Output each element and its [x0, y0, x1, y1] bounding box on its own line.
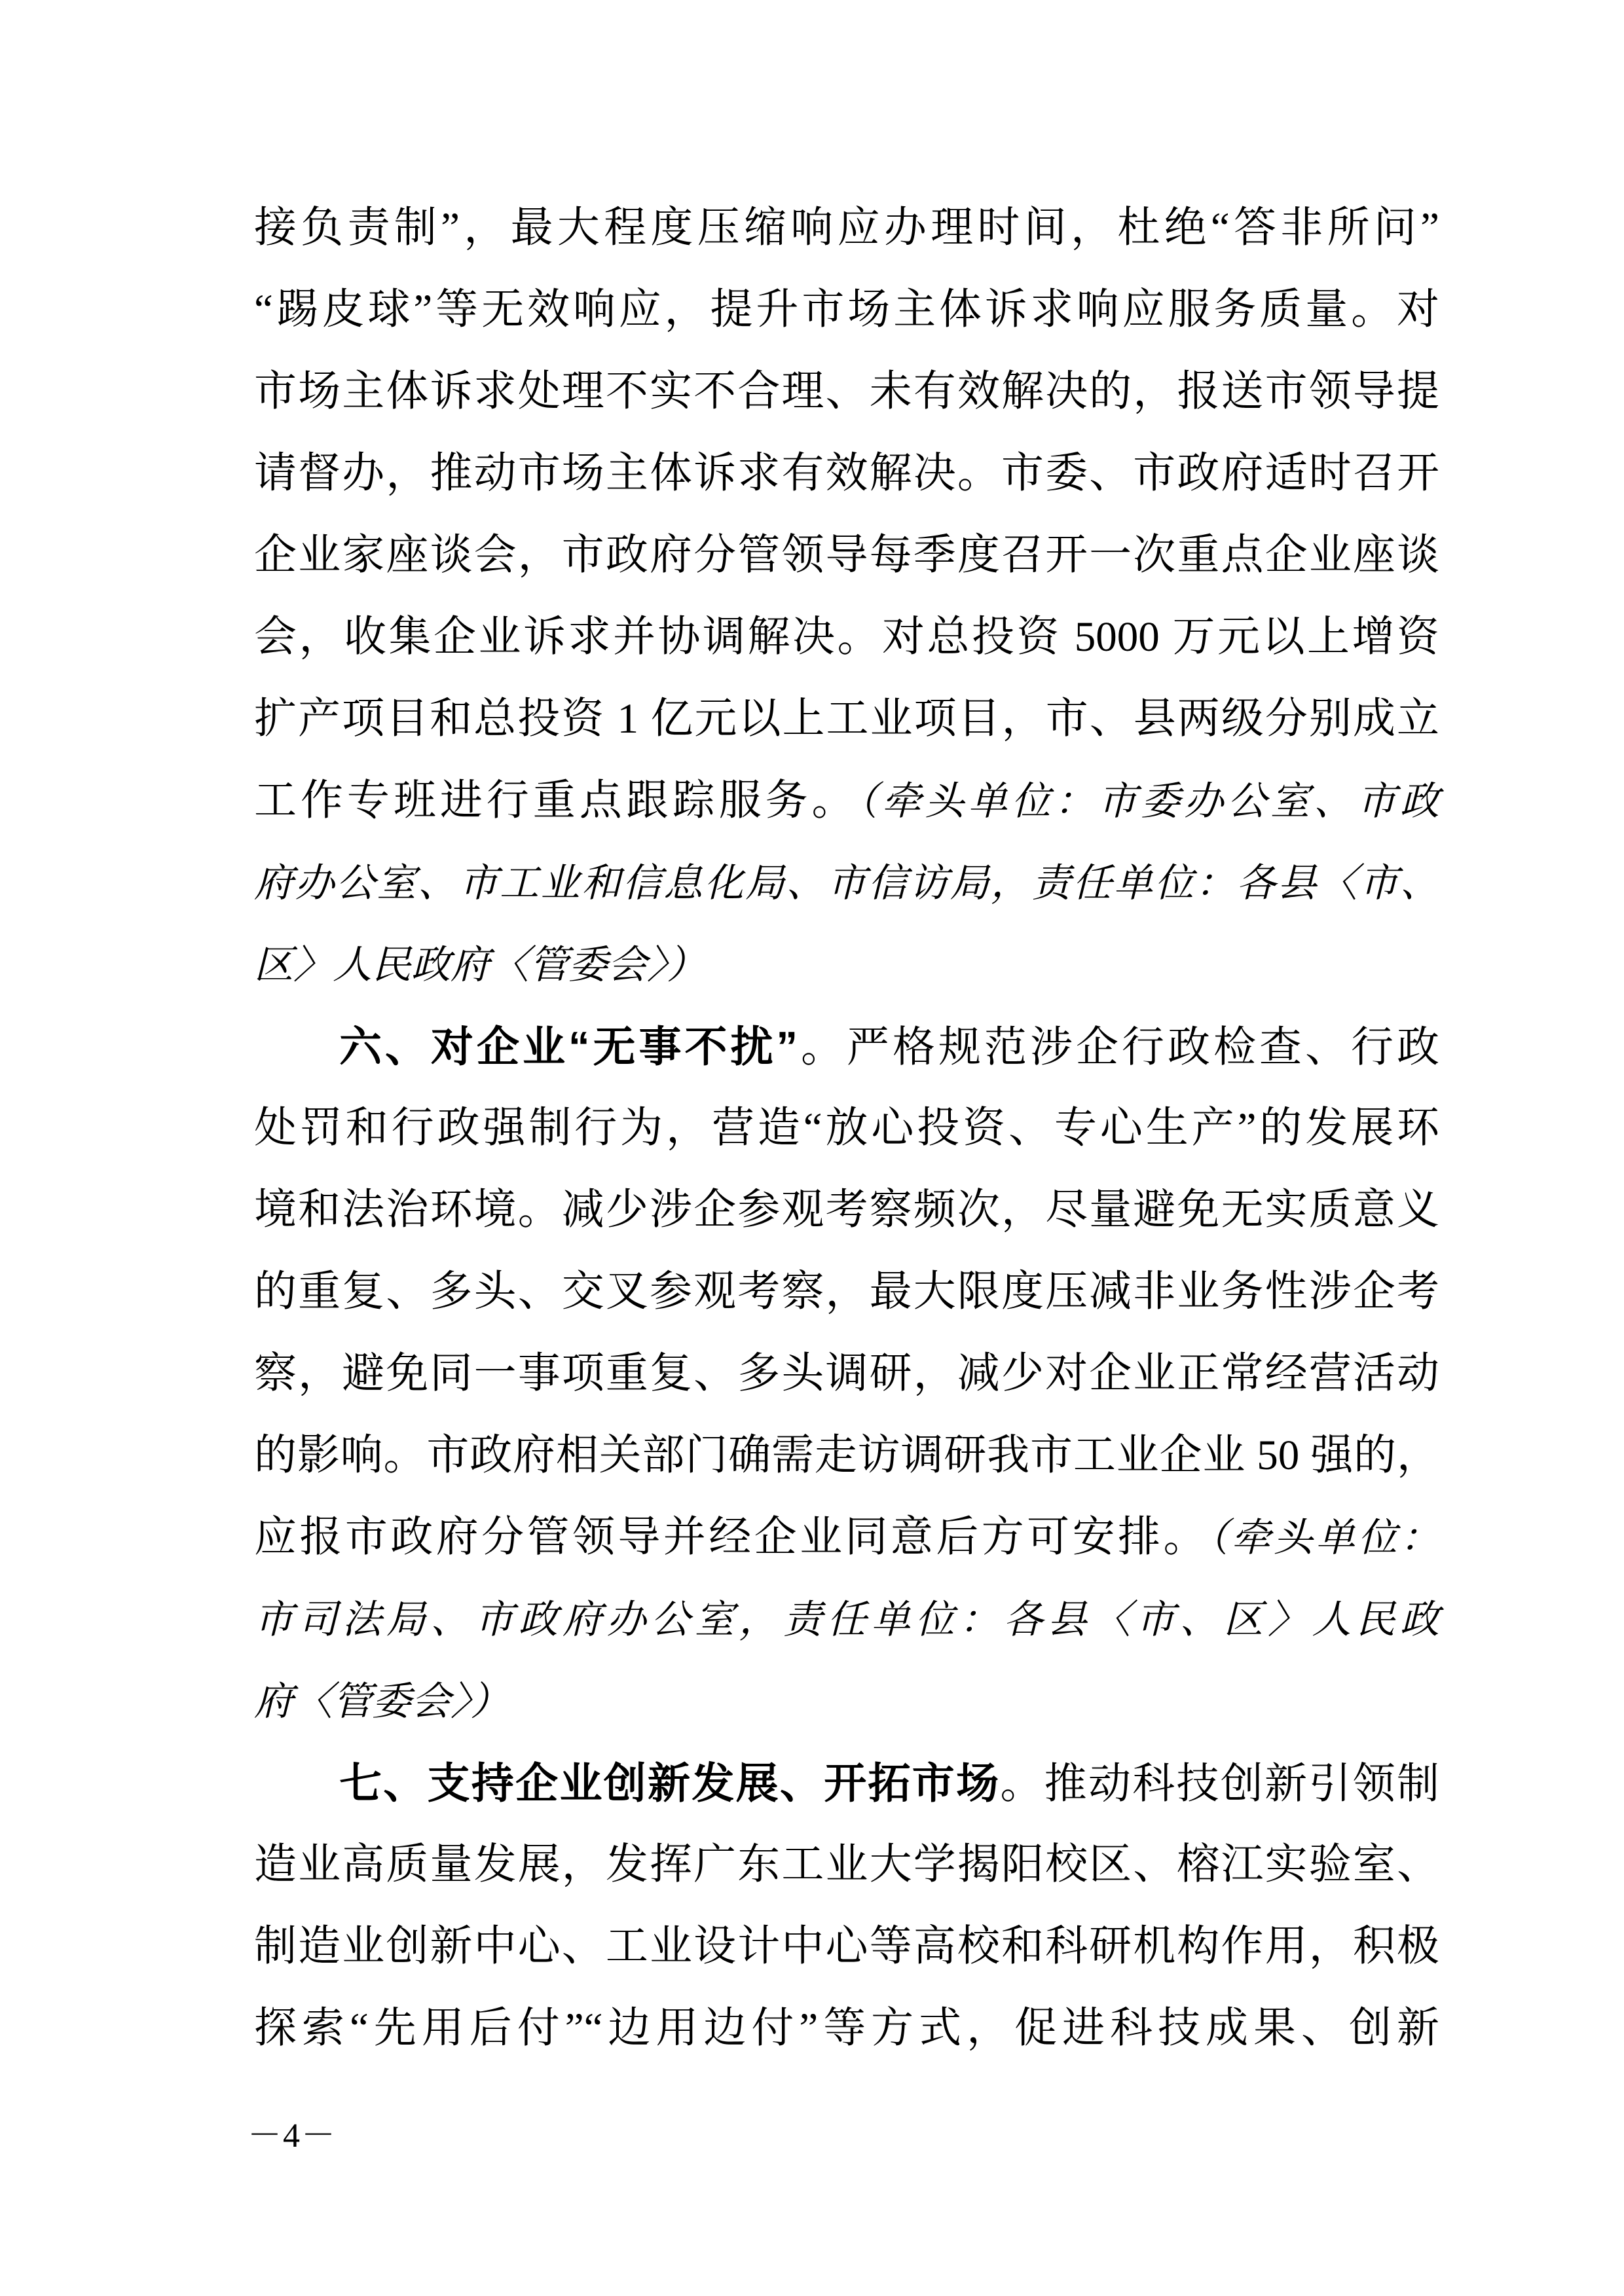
text-line — [254, 1251, 1439, 1333]
text-line — [254, 1006, 1439, 1087]
text-line — [254, 924, 1439, 1006]
body-text: 扩产项目和总投资 1 亿元以上工业项目，市、县两级分别成立 — [254, 695, 1439, 742]
heading-text: 七、支持企业创新发展、开拓市场 — [339, 1759, 1001, 1807]
body-text: 。严格规范涉企行政检查、行政 — [798, 1024, 1439, 1071]
text-line — [254, 596, 1439, 678]
text-line — [254, 678, 1439, 760]
body-text: 会，收集企业诉求并协调解决。对总投资 5000 万元以上增资 — [254, 613, 1439, 661]
text-line — [254, 269, 1439, 351]
body-text: 处罚和行政强制行为，营造“放心投资、专心生产”的发展环 — [254, 1104, 1439, 1152]
body-text: 境和法治环境。减少涉企参观考察频次，尽量避免无实质意义 — [254, 1186, 1439, 1233]
annotation-text: 市司法局、市政府办公室，责任单位：各县〈市、区〉人民政 — [254, 1598, 1439, 1641]
body-text: “踢皮球”等无效响应，提升市场主体诉求响应服务质量。对 — [254, 286, 1439, 333]
text-line — [254, 842, 1439, 924]
document-body — [254, 187, 1439, 2069]
annotation-text: 区〉人民政府〈管委会〉） — [254, 943, 706, 987]
text-line — [254, 1906, 1439, 1988]
text-line — [254, 515, 1439, 596]
body-text: 市场主体诉求处理不实不合理、未有效解决的，报送市领导提 — [254, 368, 1439, 415]
body-text: 的重复、多头、交叉参观考察，最大限度压减非业务性涉企考 — [254, 1268, 1439, 1315]
body-text: 工作专班进行重点跟踪服务。 — [254, 777, 858, 824]
page-number: －4－ — [248, 2117, 337, 2155]
annotation-text: （牵头单位： — [1208, 1516, 1439, 1559]
text-line — [254, 187, 1439, 269]
text-line — [254, 1578, 1439, 1660]
text-line — [254, 1169, 1439, 1251]
text-line — [254, 1824, 1439, 1906]
body-text: 应报市政府分管领导并经企业同意后方可安排。 — [254, 1514, 1209, 1561]
text-line — [254, 1497, 1439, 1578]
text-line — [254, 1988, 1439, 2069]
annotation-text: 府〈管委会〉） — [254, 1680, 509, 1723]
text-line — [254, 1742, 1439, 1824]
body-text: 探索“先用后付”“边用边付”等方式，促进科技成果、创新 — [254, 2005, 1439, 2052]
text-line — [254, 351, 1439, 433]
body-text: 企业家座谈会，市政府分管领导每季度召开一次重点企业座谈 — [254, 532, 1439, 579]
body-text: 。推动科技创新引领制 — [1000, 1760, 1439, 1808]
body-text: 察，避免同一事项重复、多头调研，减少对企业正常经营活动 — [254, 1350, 1439, 1397]
text-line — [254, 760, 1439, 842]
text-line — [254, 1415, 1439, 1497]
body-text: 制造业创新中心、工业设计中心等高校和科研机构作用，积极 — [254, 1923, 1439, 1970]
body-text: 造业高质量发展，发挥广东工业大学揭阳校区、榕江实验室、 — [254, 1841, 1439, 1888]
annotation-text: 府办公室、市工业和信息化局、市信访局，责任单位：各县〈市、 — [254, 862, 1439, 905]
body-text: 的影响。市政府相关部门确需走访调研我市工业企业 50 强的， — [254, 1432, 1439, 1479]
annotation-text: （牵头单位：市委办公室、市政 — [858, 780, 1439, 823]
text-line — [254, 1087, 1439, 1169]
body-text: 请督办，推动市场主体诉求有效解决。市委、市政府适时召开 — [254, 450, 1439, 497]
text-line — [254, 1333, 1439, 1415]
body-text: 接负责制”，最大程度压缩响应办理时间，杜绝“答非所问” — [254, 204, 1439, 251]
heading-text: 六、对企业“无事不扰” — [339, 1023, 798, 1070]
text-line — [254, 433, 1439, 515]
text-line — [254, 1660, 1439, 1742]
